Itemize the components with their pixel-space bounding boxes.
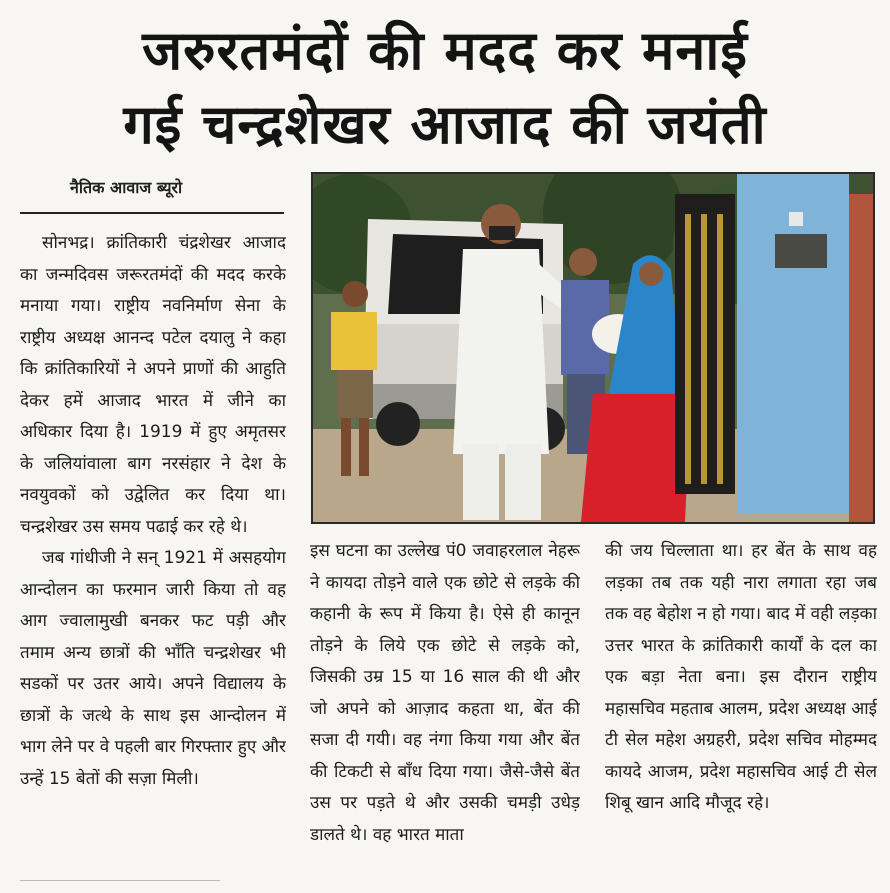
article-column-1 xyxy=(20,228,286,868)
article-column-3 xyxy=(605,536,877,872)
byline: नैतिक आवाज ब्यूरो xyxy=(70,178,183,197)
article-paragraph-4: की जय चिल्लाता था। हर बेंत के साथ वह लड़का तब तक यही नारा लगाता रहा जब तक वह बेहोश न हो गया। बाद में वही लड़का उत्तर भारत के क्रांतिकारी कार्यों के दल का एक बड़ा नेता बना। इस दौरान राष्ट्रीय महासचिव महताब आलम, प्रदेश अध्यक्ष आई टी सेल महेश अग्रहरी, प्रदेश सचिव मोहम्मद कायदे आजम, प्रदेश महासचिव आई टी सेल शिबू खान आदि मौजूद रहे। xyxy=(605,541,877,813)
article-paragraph-1: सोनभद्र। क्रांतिकारी चंद्रशेखर आजाद का जन्मदिवस जरूरतमंदों की मदद करके मनाया गया। राष्ट्रीय नवनिर्माण सेना के राष्ट्रीय अध्यक्ष आनन्द पटेल दयालु ने कहा कि क्रांतिकारियों ने अपने प्राणों की आहुति देकर हमें आजाद भारत में जीने का अधिकार दिया है। 1919 में हुए अमृतसर के जलियांवाला बाग नरसंहार ने देश के नवयुवकों को उद्वेलित कर दिया था। चन्द्रशेखर उस समय पढाई कर रहे थे। xyxy=(20,233,286,537)
headline-line-1: जरुरतमंदों की मदद कर मनाई xyxy=(142,19,748,82)
article-paragraph-2: जब गांधीजी ने सन् 1921 में असहयोग आन्दोलन का फरमान जारी किया तो वह आग ज्वालामुखी बनकर फट पड़ी और तमाम अन्य छात्रों की भाँति चन्द्रशेखर भी सडकों पर उतर आये। अपने विद्यालय के छात्रों के जत्थे के साथ इस आन्दोलन में भाग लेने पर वे पहली बार गिरफ्तार हुए और उन्हें 15 बेतों की सज़ा मिली। xyxy=(20,548,286,789)
headline xyxy=(0,14,890,162)
page-bottom-rule xyxy=(20,880,220,889)
article-paragraph-3: इस घटना का उल्लेख पं0 जवाहरलाल नेहरू ने कायदा तोड़ने वाले एक छोटे से लड़के की कहानी के रूप में किया है। ऐसे ही कानून तोड़ने के लिये एक छोटे से लड़के को, जिसकी उम्र 15 या 16 साल की थी और जो अपने को आज़ाद कहता था, बेंत की सजा दी गयी। वह नंगा किया गया और बेंत की टिकटी से बाँध दिया गया। जैसे-जैसे बेंत उस पर पड़ते थे और उसकी चमड़ी उधेड़ डालते थे। वह भारत माता xyxy=(310,541,580,845)
headline-line-2: गई चन्द्रशेखर आजाद की जयंती xyxy=(123,93,767,156)
news-photo xyxy=(311,172,875,524)
byline-divider xyxy=(20,212,284,214)
article-column-2 xyxy=(310,536,580,872)
